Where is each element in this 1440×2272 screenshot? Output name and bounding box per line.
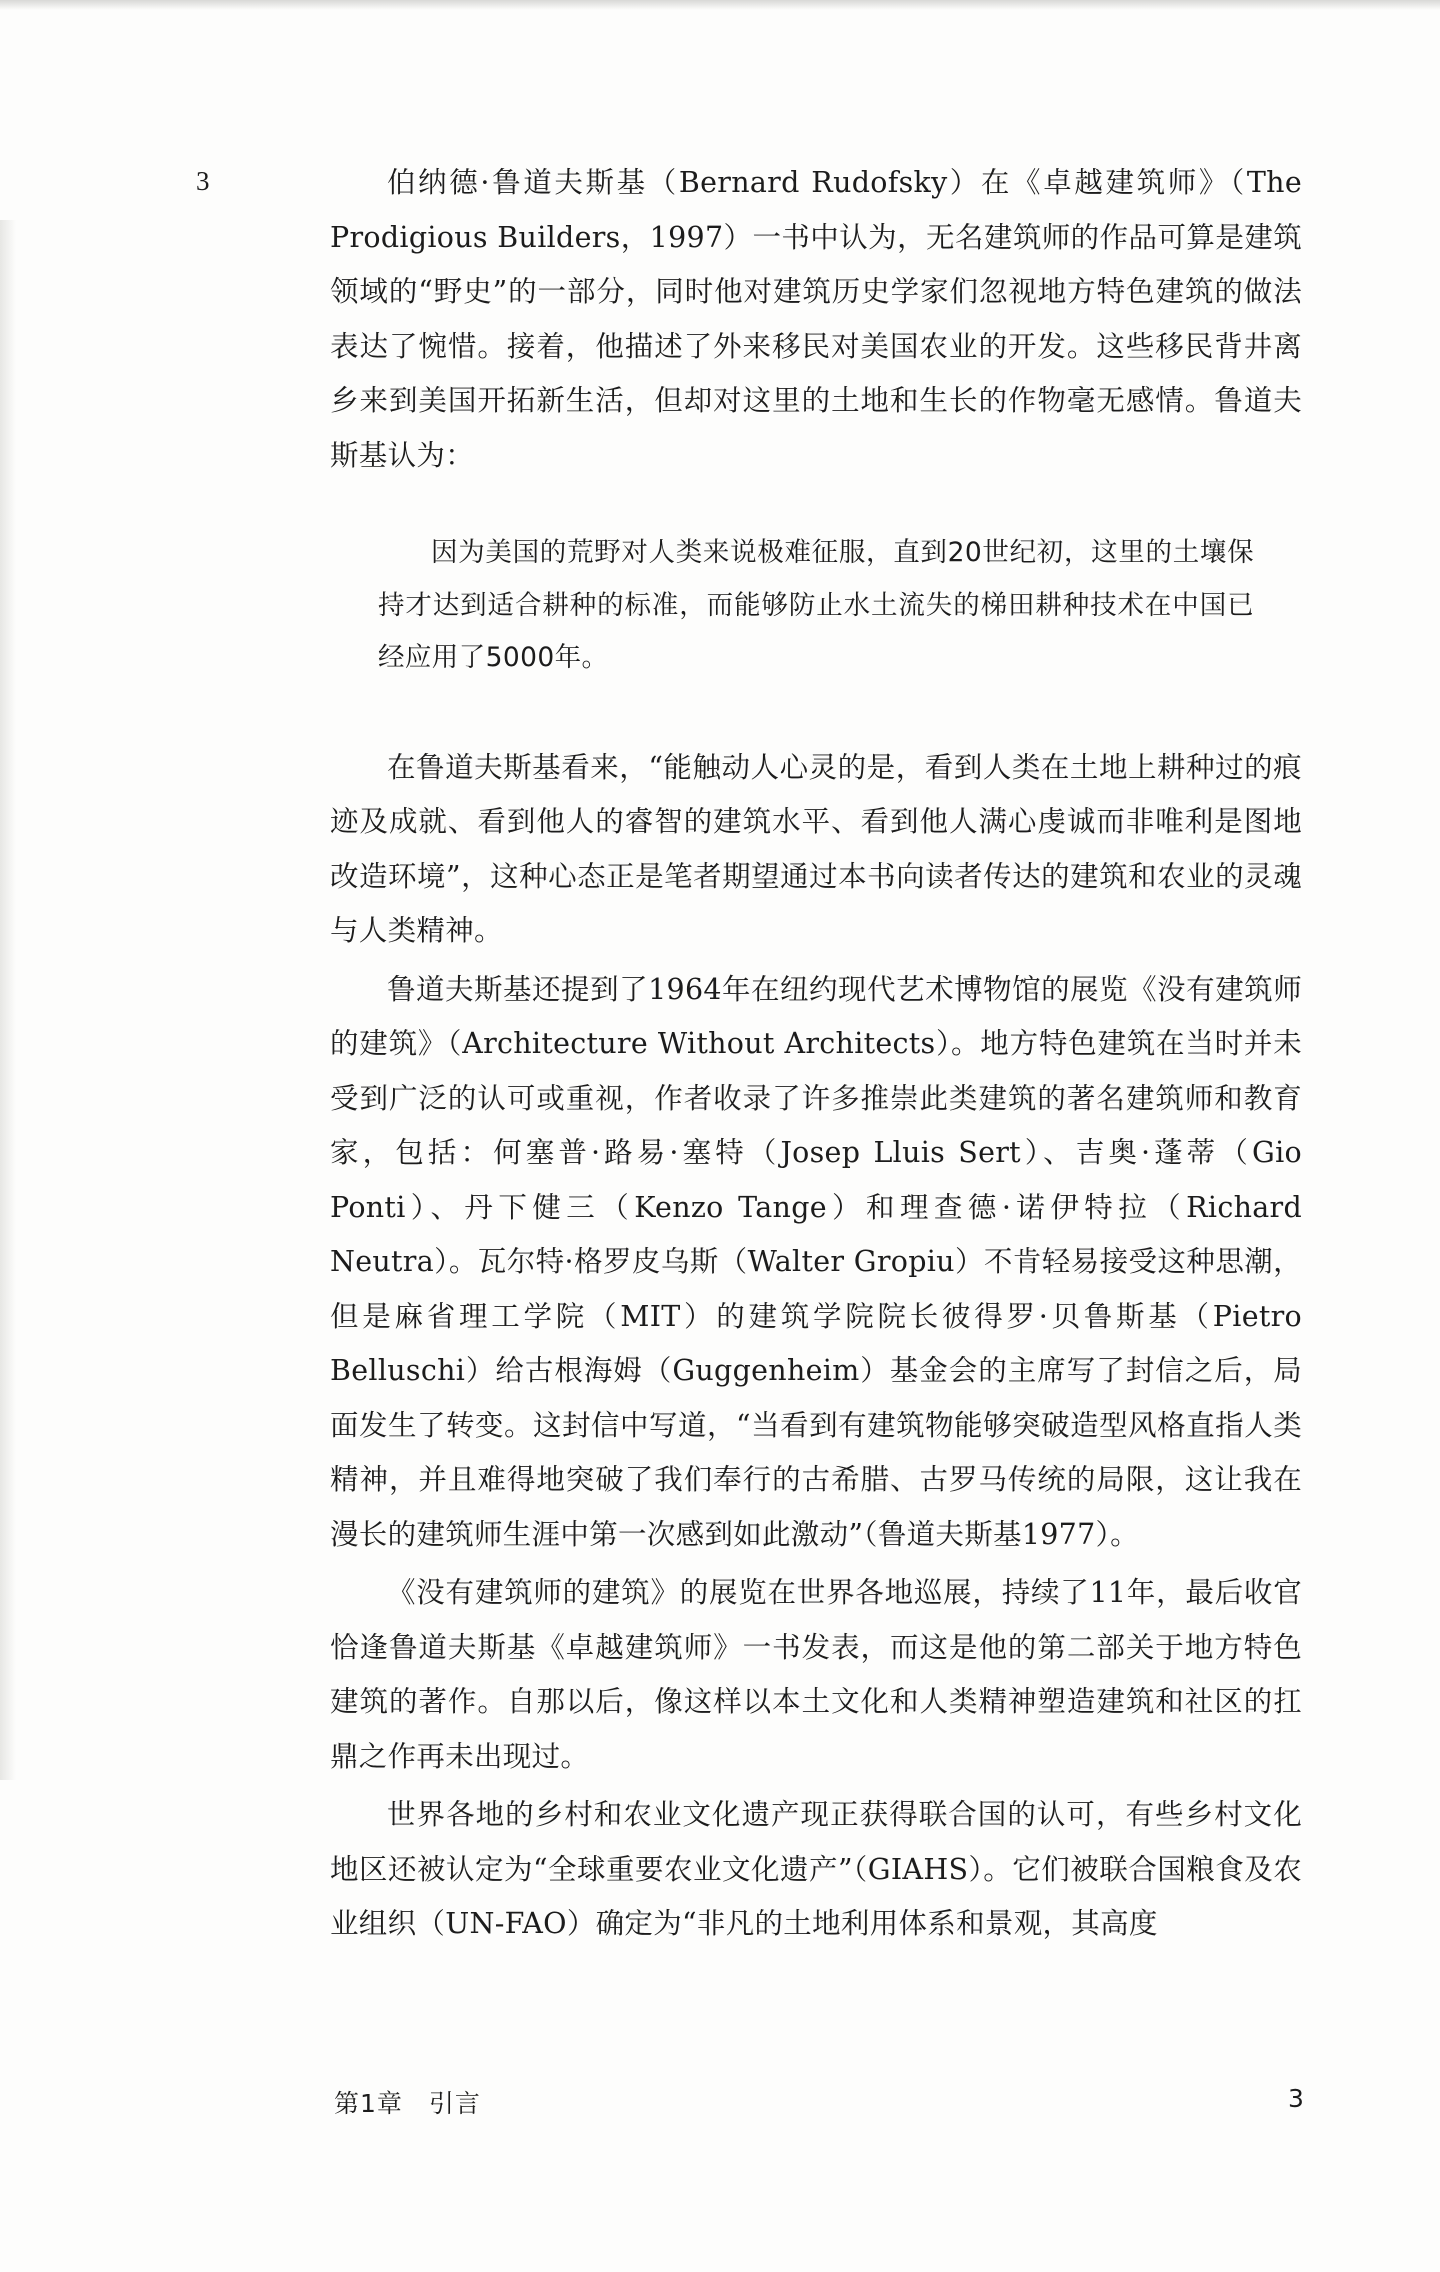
paragraph-1: 伯纳德·鲁道夫斯基（Bernard Rudofsky）在《卓越建筑师》（The Prodigious Builders，1997）一书中认为，无名建筑师的作品可算是建筑领域的“野史”的一部分，同时他对建筑历史学家们忽视地方特色建筑的做法表达了惋惜。接着，他描述了外来移民对美国农业的开发。这些移民背井离乡来到美国开拓新生活，但却对这里的土地和生长的作物毫无感情。鲁道夫斯基认为： — [330, 166, 1302, 472]
paragraph-5: 世界各地的乡村和农业文化遗产现正获得联合国的认可，有些乡村文化地区还被认定为“全球重要农业文化遗产”（GIAHS）。它们被联合国粮食及农业组织（UN-FAO）确定为“非凡的土地利用体系和景观，其高度 — [330, 1798, 1302, 1940]
running-footer-chapter: 第1章 引言 — [334, 2089, 481, 2118]
paragraph-3: 鲁道夫斯基还提到了1964年在纽约现代艺术博物馆的展览《没有建筑师的建筑》（Architecture Without Architects）。地方特色建筑在当时并未受到广泛的认可或重视，作者收录了许多推崇此类建筑的著名建筑师和教育家，包括：何塞普·路易·塞特（Josep Lluis Sert）、吉奥·蓬蒂（Gio Ponti）、丹下健三（Kenzo Tange）和理查德·诺伊特拉（Richard Neutra）。瓦尔特·格罗皮乌斯（Walter Gropiu）不肯轻易接受这种思潮，但是麻省理工学院（MIT）的建筑学院院长彼得罗·贝鲁斯基（Pietro Belluschi）给古根海姆（Guggenheim）基金会的主席写了封信之后，局面发生了转变。这封信中写道，“当看到有建筑物能够突破造型风格直指人类精神，并且难得地突破了我们奉行的古希腊、古罗马传统的局限，这让我在漫长的建筑师生涯中第一次感到如此激动”（鲁道夫斯基1977）。 — [330, 972, 1302, 1551]
margin-reference-number: 3 — [196, 166, 210, 196]
page-number: 3 — [1288, 2084, 1304, 2113]
body-text — [330, 156, 1302, 1952]
paragraph-4: 《没有建筑师的建筑》的展览在世界各地巡展，持续了11年，最后收官恰逢鲁道夫斯基《卓越建筑师》一书发表，而这是他的第二部关于地方特色建筑的著作。自那以后，像这样以本土文化和人类精神塑造建筑和社区的扛鼎之作再未出现过。 — [330, 1576, 1302, 1773]
block-quote: 因为美国的荒野对人类来说极难征服，直到20世纪初，这里的土壤保持才达到适合耕种的标准，而能够防止水土流失的梯田耕种技术在中国已经应用了5000年。 — [378, 537, 1254, 673]
paragraph-2: 在鲁道夫斯基看来，“能触动人心灵的是，看到人类在土地上耕种过的痕迹及成就、看到他人的睿智的建筑水平、看到他人满心虔诚而非唯利是图地改造环境”，这种心态正是笔者期望通过本书向读者传达的建筑和农业的灵魂与人类精神。 — [330, 750, 1302, 947]
scan-left-shadow — [0, 220, 16, 1780]
scan-top-shadow — [0, 0, 1440, 10]
